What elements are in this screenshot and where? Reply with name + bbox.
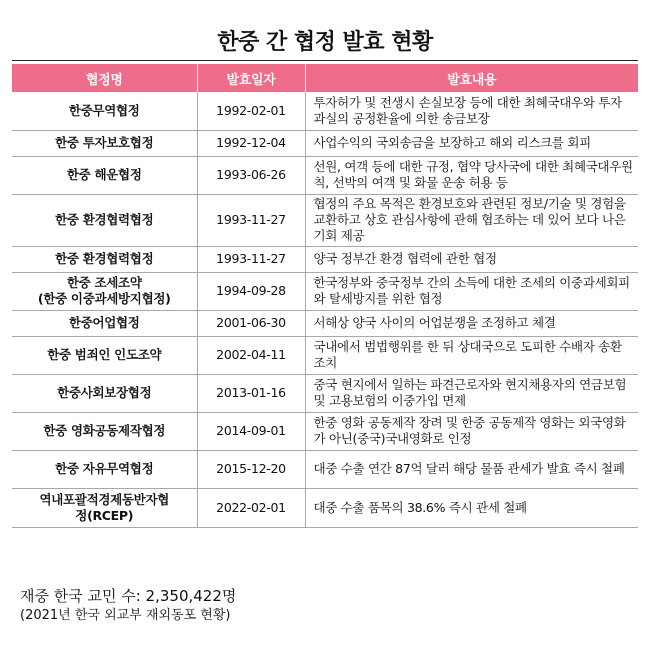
- effective-date-cell: 2001-06-30: [197, 310, 305, 336]
- effective-date-cell: 1992-02-01: [197, 92, 305, 130]
- agreements-table: [12, 64, 638, 528]
- agreement-name-cell: 한중 투자보호협정: [12, 130, 197, 156]
- effective-date-cell: 2013-01-16: [197, 374, 305, 412]
- content-cell: 투자허가 및 전생시 손실보장 등에 대한 최혜국대우와 투자과실의 공정환율에 의한 송금보장: [305, 92, 638, 130]
- content-cell: 선원, 여객 등에 대한 규정, 협약 당사국에 대한 최혜국대우원칙, 선박의 여객 및 화물 운송 허용 등: [305, 156, 638, 194]
- agreement-name-cell: 한중 해운협정: [12, 156, 197, 194]
- content-cell: 국내에서 범법행위를 한 뒤 상대국으로 도피한 수배자 송환 조치: [305, 336, 638, 374]
- table-row: [12, 246, 638, 272]
- table-row: [12, 310, 638, 336]
- content-cell: 대중 수출 품목의 38.6% 즉시 관세 철폐: [305, 488, 638, 527]
- table-header: [12, 64, 638, 92]
- table-row: [12, 272, 638, 310]
- agreement-name-cell: 한중 자유무역협정: [12, 450, 197, 488]
- table-body: [12, 92, 638, 527]
- table-row: [12, 412, 638, 450]
- content-cell: 협정의 주요 목적은 환경보호와 관련된 정보/기술 및 경험을 교환하고 상호 관심사항에 관해 협조하는 데 있어 보다 나은 기회 제공: [305, 194, 638, 246]
- source-note: (2021년 한국 외교부 재외동포 현황): [20, 608, 231, 623]
- effective-date-cell: 1993-11-27: [197, 246, 305, 272]
- effective-date-cell: 2014-09-01: [197, 412, 305, 450]
- content-cell: 서해상 양국 사이의 어업분쟁을 조정하고 체결: [305, 310, 638, 336]
- title-divider: [12, 60, 638, 61]
- table-row: [12, 374, 638, 412]
- page-title: 한중 간 협정 발효 현황: [217, 29, 433, 55]
- content-cell: 대중 수출 연간 87억 달러 해당 물품 관세가 발효 즉시 철폐: [305, 450, 638, 488]
- content-cell: 한중 영화 공동제작 장려 및 한중 공동제작 영화는 외국영화가 아닌(중국)국내영화로 인정: [305, 412, 638, 450]
- agreement-name-cell: 한중 범죄인 인도조약: [12, 336, 197, 374]
- agreement-name-cell: 한중 영화공동제작협정: [12, 412, 197, 450]
- content-cell: 사업수익의 국외송금을 보장하고 해외 리스크를 회피: [305, 130, 638, 156]
- agreement-name-cell: 역내포괄적경제동반자협 정(RCEP): [12, 488, 197, 527]
- table-row: [12, 92, 638, 130]
- table-row: [12, 336, 638, 374]
- table-row: [12, 488, 638, 527]
- effective-date-cell: 2015-12-20: [197, 450, 305, 488]
- effective-date-cell: 2002-04-11: [197, 336, 305, 374]
- table-row: [12, 156, 638, 194]
- agreement-name-cell: 한중 환경협력협정: [12, 246, 197, 272]
- header-effective-date: 발효일자: [197, 64, 305, 92]
- agreement-name-cell: 한중 조세조약 (한중 이중과세방지협정): [12, 272, 197, 310]
- agreement-name-cell: 한중무역협정: [12, 92, 197, 130]
- effective-date-cell: 2022-02-01: [197, 488, 305, 527]
- effective-date-cell: 1992-12-04: [197, 130, 305, 156]
- korean-residents-count: 재중 한국 교민 수: 2,350,422명: [20, 587, 237, 605]
- title-container: [12, 14, 638, 66]
- agreement-name-cell: 한중사회보장협정: [12, 374, 197, 412]
- table-row: [12, 194, 638, 246]
- content-cell: 한국정부와 중국정부 간의 소득에 대한 조세의 이중과세회피와 탈세방지를 위한 협정: [305, 272, 638, 310]
- header-content: 발효내용: [305, 64, 638, 92]
- table-row: [12, 450, 638, 488]
- agreement-name-cell: 한중 환경협력협정: [12, 194, 197, 246]
- effective-date-cell: 1993-06-26: [197, 156, 305, 194]
- content-cell: 양국 정부간 환경 협력에 관한 협정: [305, 246, 638, 272]
- effective-date-cell: 1993-11-27: [197, 194, 305, 246]
- content-cell: 중국 현지에서 일하는 파견근로자와 현지채용자의 연금보험 및 고용보험의 이중가입 면제: [305, 374, 638, 412]
- header-agreement-name: 협정명: [12, 64, 197, 92]
- table-row: [12, 130, 638, 156]
- footer-note: [20, 586, 236, 626]
- agreement-name-cell: 한중어업협정: [12, 310, 197, 336]
- effective-date-cell: 1994-09-28: [197, 272, 305, 310]
